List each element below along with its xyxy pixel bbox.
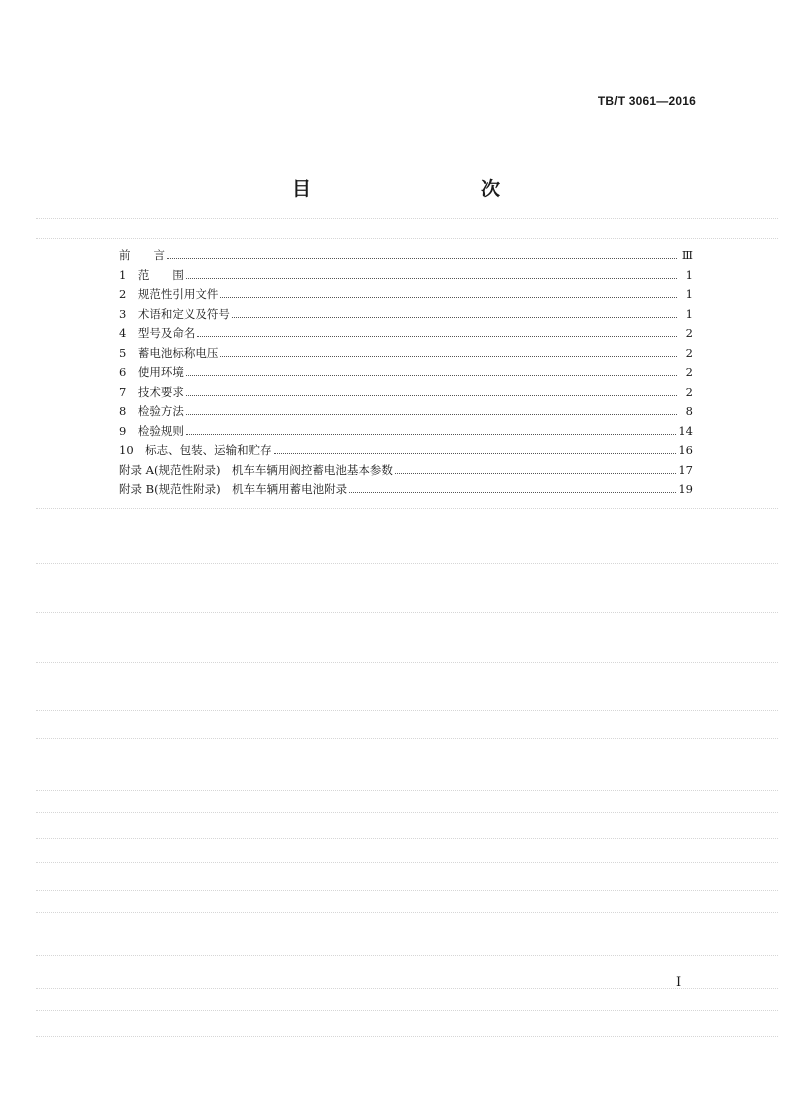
toc-leader-dots (197, 336, 677, 337)
toc-entry-label: 附录 A(规范性附录) 机车车辆用阀控蓄电池基本参数 (119, 462, 393, 477)
toc-entry-page: 1 (685, 306, 693, 321)
scan-artifact-line (36, 710, 778, 711)
toc-entry-inspection-rules[interactable] (119, 422, 693, 442)
toc-entry-label: 9 检验规则 (119, 423, 184, 438)
standard-code: TB/T 3061—2016 (597, 94, 696, 108)
scan-artifact-line (36, 988, 778, 989)
toc-entry-test-methods[interactable] (119, 402, 693, 422)
toc-leader-dots (220, 297, 677, 298)
scan-artifact-line (36, 612, 778, 613)
toc-leader-dots (220, 356, 677, 357)
toc-entry-label: 1 范 围 (119, 267, 184, 282)
scan-artifact-line (36, 790, 778, 791)
toc-entry-label: 2 规范性引用文件 (119, 287, 219, 301)
toc-entry-environment[interactable] (119, 363, 693, 383)
toc-entry-label: 10 标志、包装、运输和贮存 (119, 443, 272, 457)
page-folio: Ⅰ (676, 975, 682, 990)
toc-leader-dots (274, 453, 677, 454)
toc-entry-annex-b[interactable] (119, 480, 693, 500)
toc-entry-label: 5 蓄电池标称电压 (119, 345, 219, 360)
toc-entry-label: 7 技术要求 (119, 384, 184, 399)
toc-entry-page: 8 (685, 404, 693, 418)
toc-entry-normative-references[interactable] (119, 285, 693, 305)
scan-artifact-line (36, 218, 778, 219)
toc-entry-model-naming[interactable] (119, 324, 693, 344)
toc-entry-nominal-voltage[interactable] (119, 344, 693, 364)
toc-leader-dots (349, 492, 676, 493)
toc-entry-page: 2 (685, 326, 693, 340)
toc-entry-label: 附录 B(规范性附录) 机车车辆用蓄电池附录 (119, 482, 348, 496)
toc-entry-label: 6 使用环境 (119, 365, 184, 379)
scan-artifact-line (36, 838, 778, 839)
toc-leader-dots (186, 375, 677, 376)
toc-entry-page: 16 (678, 443, 693, 457)
toc-leader-dots (186, 414, 677, 415)
toc-entry-annex-a[interactable] (119, 461, 693, 481)
toc-entry-page: 2 (685, 384, 693, 399)
toc-entry-marking-packaging[interactable] (119, 441, 693, 461)
toc-entry-page: 2 (685, 345, 693, 360)
toc-leader-dots (395, 473, 676, 474)
page-title: 目 次 (291, 178, 544, 200)
toc-entry-label: 4 型号及命名 (119, 326, 196, 340)
toc-entry-scope[interactable] (119, 266, 693, 286)
toc-entry-page: 14 (678, 423, 693, 438)
toc-leader-dots (167, 258, 677, 259)
scan-artifact-line (36, 662, 778, 663)
scan-artifact-line (36, 1036, 778, 1037)
scan-artifact-line (36, 508, 778, 509)
toc-entry-page: 2 (685, 365, 693, 379)
scan-artifact-line (36, 890, 778, 891)
toc-leader-dots (232, 317, 677, 318)
table-of-contents (119, 246, 693, 500)
toc-entry-label: 8 检验方法 (119, 404, 184, 418)
toc-leader-dots (186, 278, 677, 279)
toc-entry-label: 前 言 (119, 248, 165, 262)
toc-entry-page: 19 (678, 482, 693, 496)
toc-entry-page: 17 (678, 462, 693, 477)
toc-entry-terms-definitions[interactable] (119, 305, 693, 325)
scan-artifact-line (36, 912, 778, 913)
toc-entry-page: Ⅲ (681, 248, 693, 262)
toc-leader-dots (186, 434, 677, 435)
toc-entry-page: 1 (685, 267, 693, 282)
toc-leader-dots (186, 395, 677, 396)
scan-artifact-line (36, 812, 778, 813)
toc-entry-label: 3 术语和定义及符号 (119, 306, 230, 321)
toc-entry-technical-requirements[interactable] (119, 383, 693, 403)
toc-entry-foreword[interactable] (119, 246, 693, 266)
scan-artifact-line (36, 238, 778, 239)
scan-artifact-line (36, 862, 778, 863)
scan-artifact-line (36, 955, 778, 956)
scan-artifact-line (36, 1010, 778, 1011)
toc-entry-page: 1 (685, 287, 693, 301)
scan-artifact-line (36, 563, 778, 564)
scan-artifact-line (36, 738, 778, 739)
